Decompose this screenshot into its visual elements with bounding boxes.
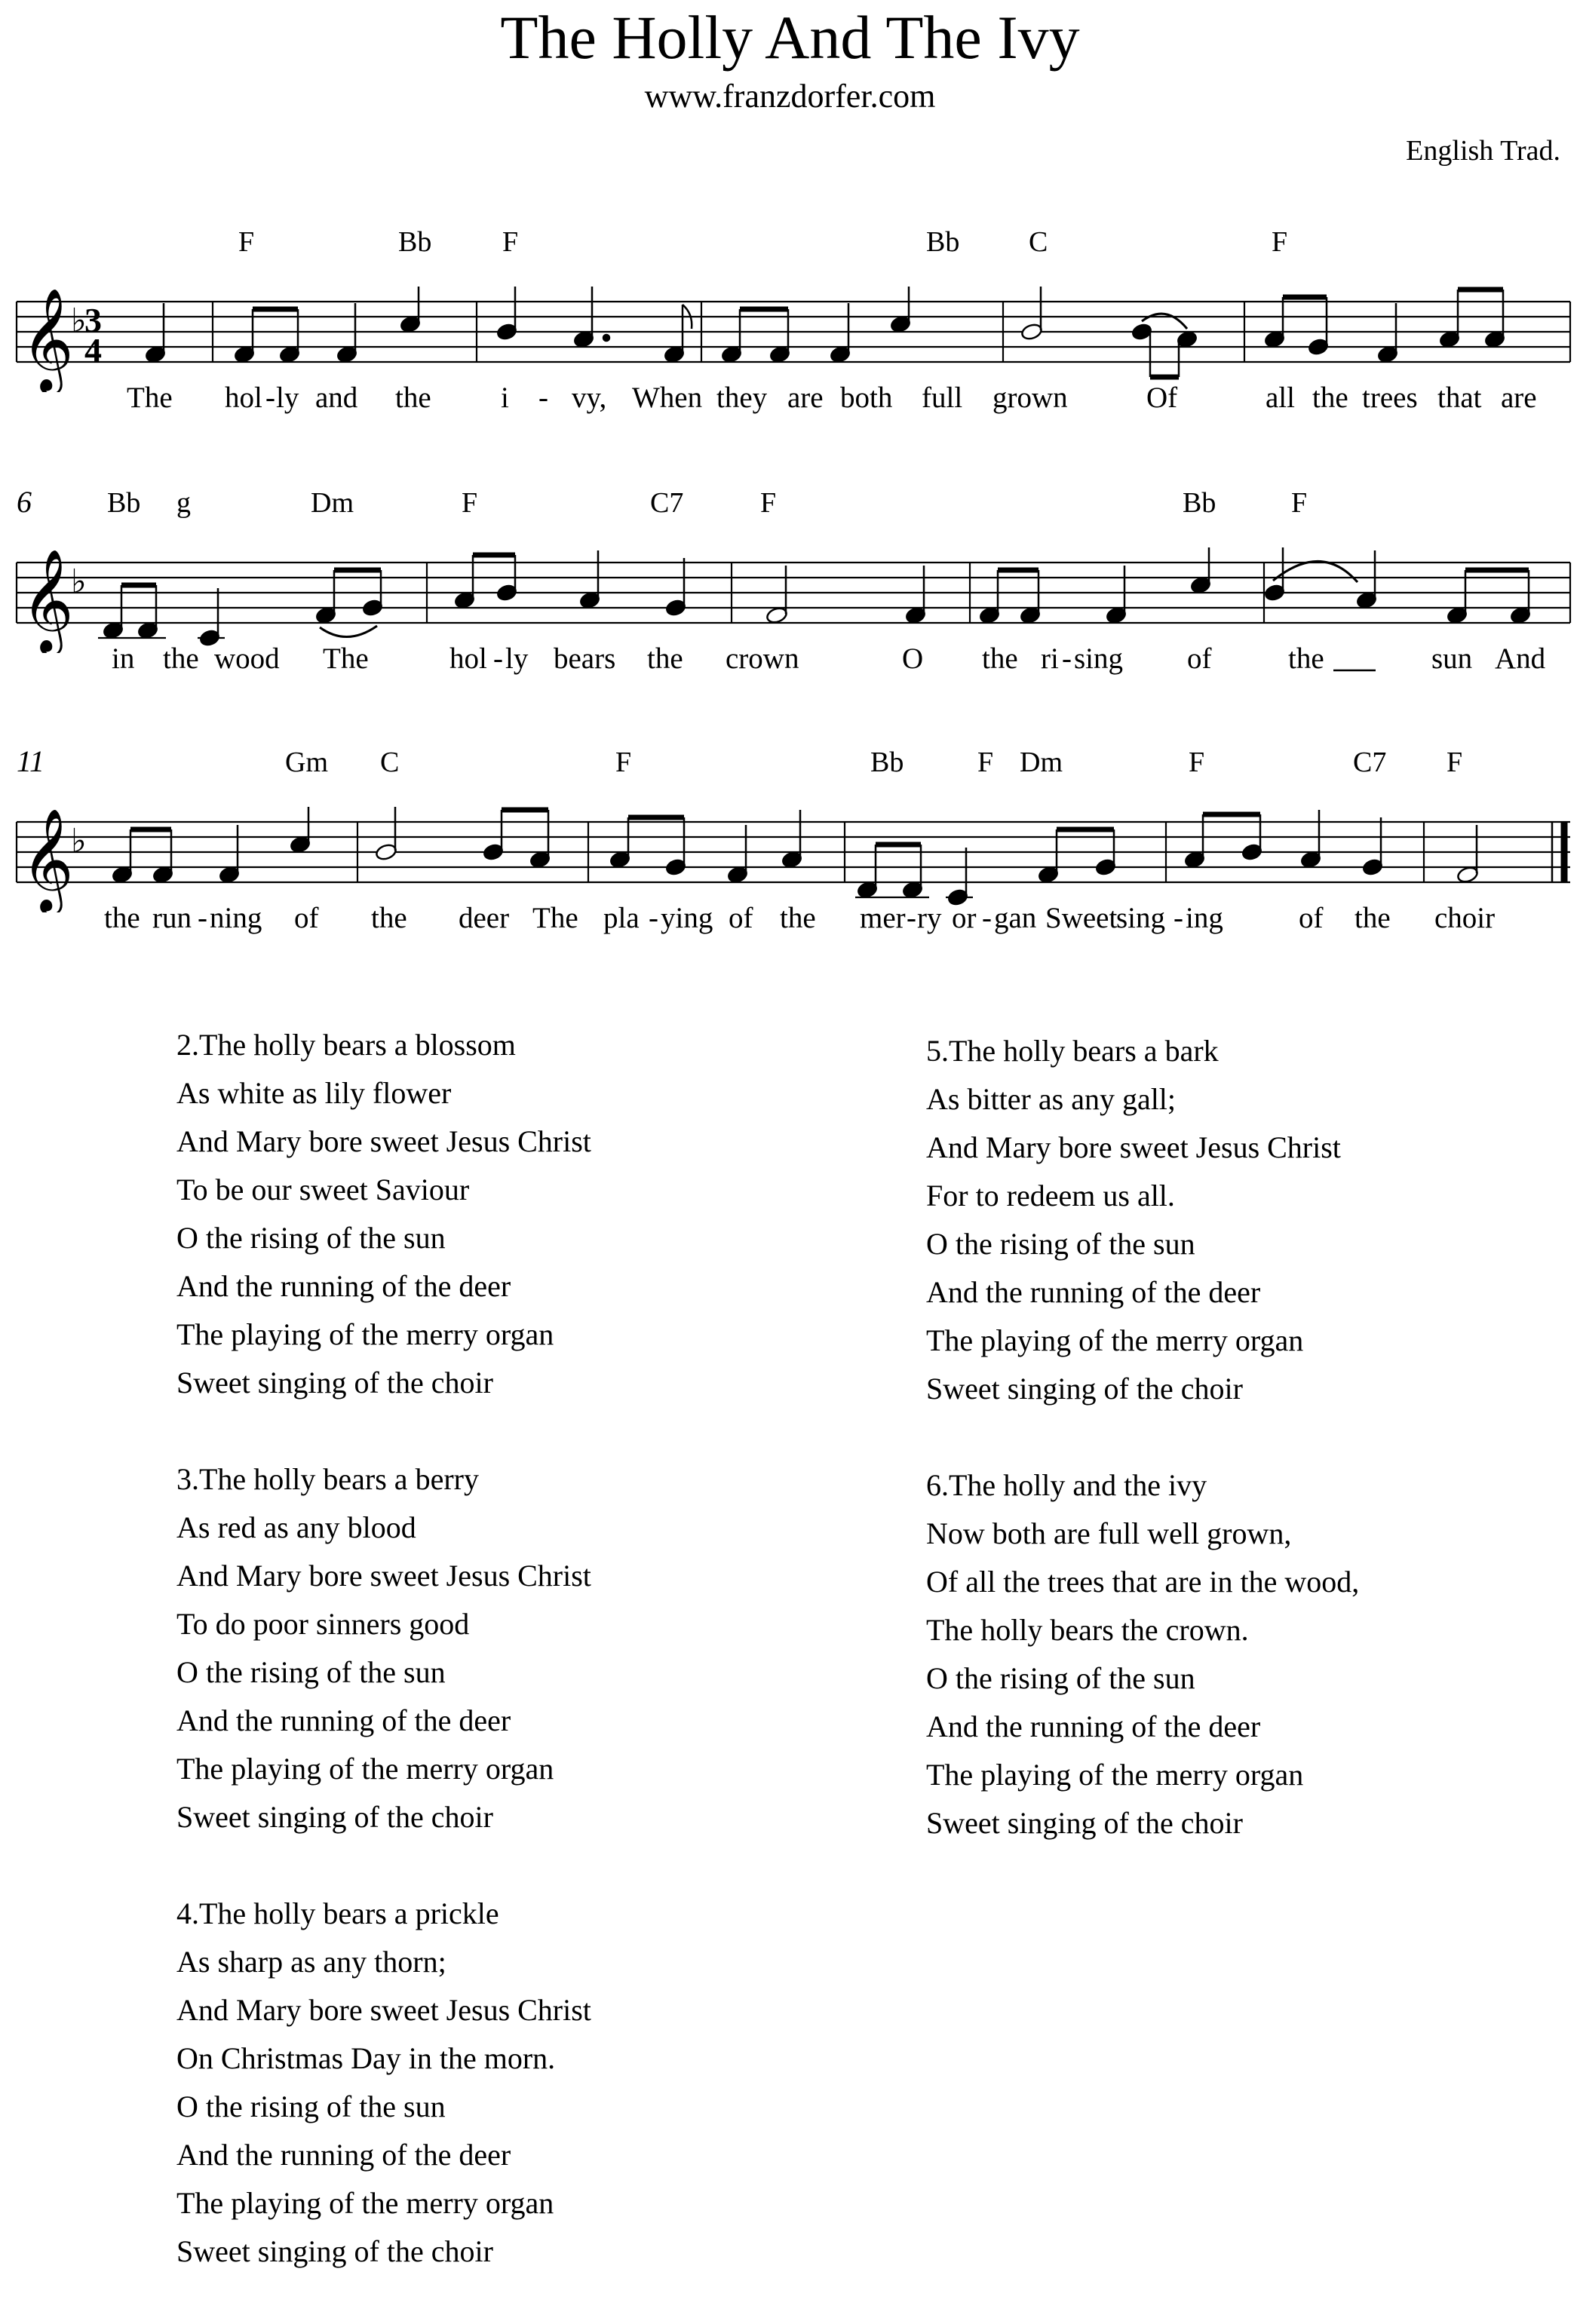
- chord-symbol: F: [615, 747, 632, 778]
- chord-symbol: F: [238, 226, 255, 258]
- verse-line: Sweet singing of the choir: [926, 1372, 1243, 1406]
- verse-line: And the running of the deer: [926, 1709, 1261, 1743]
- lyric-syllable: hol: [449, 642, 487, 675]
- lyric-syllable: that: [1437, 382, 1482, 414]
- chord-symbol: Bb: [398, 226, 432, 258]
- lyric-syllable: -: [493, 642, 503, 675]
- treble-clef-icon: 𝄞: [21, 287, 74, 391]
- lyric-syllable: they: [716, 382, 768, 414]
- verse-line: O the rising of the sun: [176, 1221, 446, 1255]
- verse-line: And the running of the deer: [926, 1275, 1261, 1309]
- chord-symbol: F: [1291, 487, 1308, 519]
- lyric-syllable: of: [1187, 642, 1212, 675]
- lyric-syllable: trees: [1362, 382, 1418, 414]
- lyric-syllable: run: [152, 902, 192, 934]
- measure-number: 11: [17, 744, 45, 778]
- lyric-syllable: -: [982, 902, 992, 934]
- lyric-syllable: and: [315, 382, 358, 414]
- lyric-syllable: -: [1062, 642, 1072, 675]
- verse-line: The playing of the merry organ: [926, 1323, 1304, 1357]
- lyric-syllable: sing: [1116, 902, 1166, 934]
- lyric-syllable: the: [395, 382, 431, 414]
- lyric-syllable: ying: [661, 902, 713, 934]
- lyric-syllable: The: [127, 382, 173, 414]
- measure-number: 6: [17, 485, 32, 519]
- verse-line: The playing of the merry organ: [176, 2186, 554, 2220]
- chord-symbol: C7: [1353, 747, 1387, 778]
- verse-line: And the running of the deer: [176, 1703, 511, 1737]
- verse-line: The holly bears the crown.: [926, 1613, 1249, 1647]
- chord-symbol: F: [1272, 226, 1288, 258]
- lyric-syllable: -: [198, 902, 207, 934]
- lyric-syllable: ly: [276, 382, 299, 414]
- verse-4: [176, 1890, 591, 2276]
- lyric-syllable: wood: [214, 642, 280, 675]
- chord-symbol: g: [176, 487, 191, 519]
- lyric-syllable: Sweet: [1045, 902, 1118, 934]
- chord-symbol: Bb: [870, 747, 904, 778]
- lyric-syllable: ing: [1186, 902, 1223, 934]
- chord-symbol: Gm: [285, 747, 328, 778]
- verse-line: O the rising of the sun: [926, 1227, 1195, 1261]
- verse-3: [176, 1455, 591, 1841]
- lyric-syllable: of: [1299, 902, 1324, 934]
- time-signature-bottom: 4: [84, 331, 102, 369]
- verse-line: 5.The holly bears a bark: [926, 1034, 1219, 1068]
- verses-right-column: [926, 1027, 1359, 1896]
- lyric-syllable: -: [649, 902, 658, 934]
- lyric-syllable: And: [1495, 642, 1546, 675]
- lyric-syllable: ly: [505, 642, 529, 675]
- verse-line: Of all the trees that are in the wood,: [926, 1565, 1360, 1599]
- composer-credit: English Trad.: [1406, 135, 1560, 167]
- verse-line: On Christmas Day in the morn.: [176, 2041, 556, 2075]
- chord-symbol: F: [462, 487, 478, 519]
- chord-symbol: C7: [650, 487, 684, 519]
- verse-line: Sweet singing of the choir: [926, 1806, 1243, 1840]
- flat-key-signature-icon: ♭: [71, 822, 87, 860]
- chord-symbol: F: [1447, 747, 1463, 778]
- verse-line: Sweet singing of the choir: [176, 1366, 493, 1400]
- verse-line: To be our sweet Saviour: [176, 1173, 470, 1206]
- lyric-syllable: both: [840, 382, 893, 414]
- verse-line: The playing of the merry organ: [176, 1752, 554, 1786]
- lyric-syllable: the: [982, 642, 1018, 675]
- lyric-syllable: i: [501, 382, 509, 414]
- verse-line: O the rising of the sun: [176, 2089, 446, 2123]
- verse-line: As sharp as any thorn;: [176, 1945, 446, 1979]
- lyric-syllable: full: [922, 382, 963, 414]
- time-signature-top: 3: [84, 301, 102, 339]
- lyric-syllable: the: [647, 642, 683, 675]
- melisma-extender: [1333, 668, 1379, 673]
- lyric-syllable: O: [902, 642, 924, 675]
- music-staff: [0, 547, 1580, 653]
- lyric-syllable: the: [371, 902, 407, 934]
- chord-symbol: C: [1029, 226, 1048, 258]
- chord-symbol: F: [977, 747, 994, 778]
- lyric-syllable: the: [1355, 902, 1391, 934]
- lyric-syllable: mer: [860, 902, 906, 934]
- verse-line: Sweet singing of the choir: [176, 2234, 493, 2268]
- verse-line: And Mary bore sweet Jesus Christ: [926, 1130, 1341, 1164]
- lyric-syllable: the: [163, 642, 199, 675]
- lyric-syllable: -: [538, 382, 548, 414]
- lyric-syllable: all: [1266, 382, 1295, 414]
- music-staff: [0, 807, 1580, 912]
- flat-key-signature-icon: ♭: [71, 302, 87, 340]
- website-url: www.franzdorfer.com: [644, 78, 936, 115]
- lyric-syllable: or: [952, 902, 977, 934]
- lyric-syllable: are: [1501, 382, 1537, 414]
- lyric-syllable: of: [294, 902, 319, 934]
- lyric-syllable: hol: [225, 382, 262, 414]
- verse-line: And the running of the deer: [176, 1269, 511, 1303]
- verse-line: Now both are full well grown,: [926, 1516, 1292, 1550]
- lyric-syllable: the: [104, 902, 140, 934]
- verse-line: To do poor sinners good: [176, 1607, 470, 1641]
- verse-line: 6.The holly and the ivy: [926, 1468, 1207, 1502]
- verse-line: 4.The holly bears a prickle: [176, 1896, 499, 1930]
- verse-line: O the rising of the sun: [926, 1661, 1195, 1695]
- verse-line: For to redeem us all.: [926, 1179, 1175, 1213]
- lyric-syllable: When: [632, 382, 703, 414]
- chord-symbol: F: [502, 226, 519, 258]
- verse-line: And Mary bore sweet Jesus Christ: [176, 1559, 591, 1593]
- lyric-syllable: -: [1173, 902, 1183, 934]
- lyric-syllable: crown: [726, 642, 799, 675]
- chord-symbol: Dm: [1020, 747, 1063, 778]
- chord-symbol: C: [380, 747, 400, 778]
- chord-symbol: Bb: [926, 226, 960, 258]
- verse-line: As white as lily flower: [176, 1076, 452, 1110]
- lyric-syllable: choir: [1434, 902, 1496, 934]
- verse-line: As red as any blood: [176, 1510, 416, 1544]
- lyric-syllable: deer: [459, 902, 510, 934]
- verse-line: And the running of the deer: [176, 2138, 511, 2172]
- verse-line: The playing of the merry organ: [926, 1758, 1304, 1792]
- lyric-syllable: ri: [1041, 642, 1059, 675]
- music-staff: [0, 287, 1580, 392]
- verse-line: The playing of the merry organ: [176, 1317, 554, 1351]
- lyric-syllable: The: [532, 902, 578, 934]
- lyric-syllable: in: [112, 642, 135, 675]
- verse-line: Sweet singing of the choir: [176, 1800, 493, 1834]
- verses-left-column: [176, 1021, 591, 2324]
- lyric-syllable: grown: [992, 382, 1068, 414]
- lyric-syllable: -: [907, 902, 916, 934]
- verse-line: O the rising of the sun: [176, 1655, 446, 1689]
- treble-clef-icon: 𝄞: [21, 807, 74, 911]
- lyric-syllable: ry: [917, 902, 942, 934]
- lyric-syllable: sing: [1074, 642, 1124, 675]
- chord-symbol: F: [760, 487, 777, 519]
- lyric-syllable: of: [729, 902, 753, 934]
- verse-5: [926, 1027, 1359, 1413]
- chord-symbol: Dm: [311, 487, 354, 519]
- verse-2: [176, 1021, 591, 1407]
- lyric-syllable: ning: [210, 902, 262, 934]
- lyric-syllable: sun: [1431, 642, 1473, 675]
- lyric-syllable: the: [1288, 642, 1324, 675]
- lyric-syllable: pla: [603, 902, 640, 934]
- chord-symbol: Bb: [1183, 487, 1216, 519]
- verse-line: And Mary bore sweet Jesus Christ: [176, 1993, 591, 2027]
- lyric-syllable: The: [323, 642, 369, 675]
- lyric-syllable: are: [787, 382, 824, 414]
- lyric-syllable: -: [265, 382, 275, 414]
- verse-line: 2.The holly bears a blossom: [176, 1028, 516, 1062]
- lyric-syllable: gan: [994, 902, 1037, 934]
- song-title: The Holly And The Ivy: [500, 3, 1080, 72]
- lyric-syllable: Of: [1146, 382, 1178, 414]
- chord-symbol: Bb: [107, 487, 141, 519]
- chord-symbol: F: [1189, 747, 1205, 778]
- verse-line: And Mary bore sweet Jesus Christ: [176, 1124, 591, 1158]
- lyric-syllable: the: [780, 902, 816, 934]
- flat-key-signature-icon: ♭: [71, 563, 87, 601]
- lyric-syllable: the: [1312, 382, 1348, 414]
- lyric-syllable: bears: [554, 642, 616, 675]
- treble-clef-icon: 𝄞: [21, 547, 74, 652]
- verse-6: [926, 1461, 1359, 1847]
- verse-line: 3.The holly bears a berry: [176, 1462, 479, 1496]
- verse-line: As bitter as any gall;: [926, 1082, 1177, 1116]
- lyric-syllable: vy,: [572, 382, 607, 414]
